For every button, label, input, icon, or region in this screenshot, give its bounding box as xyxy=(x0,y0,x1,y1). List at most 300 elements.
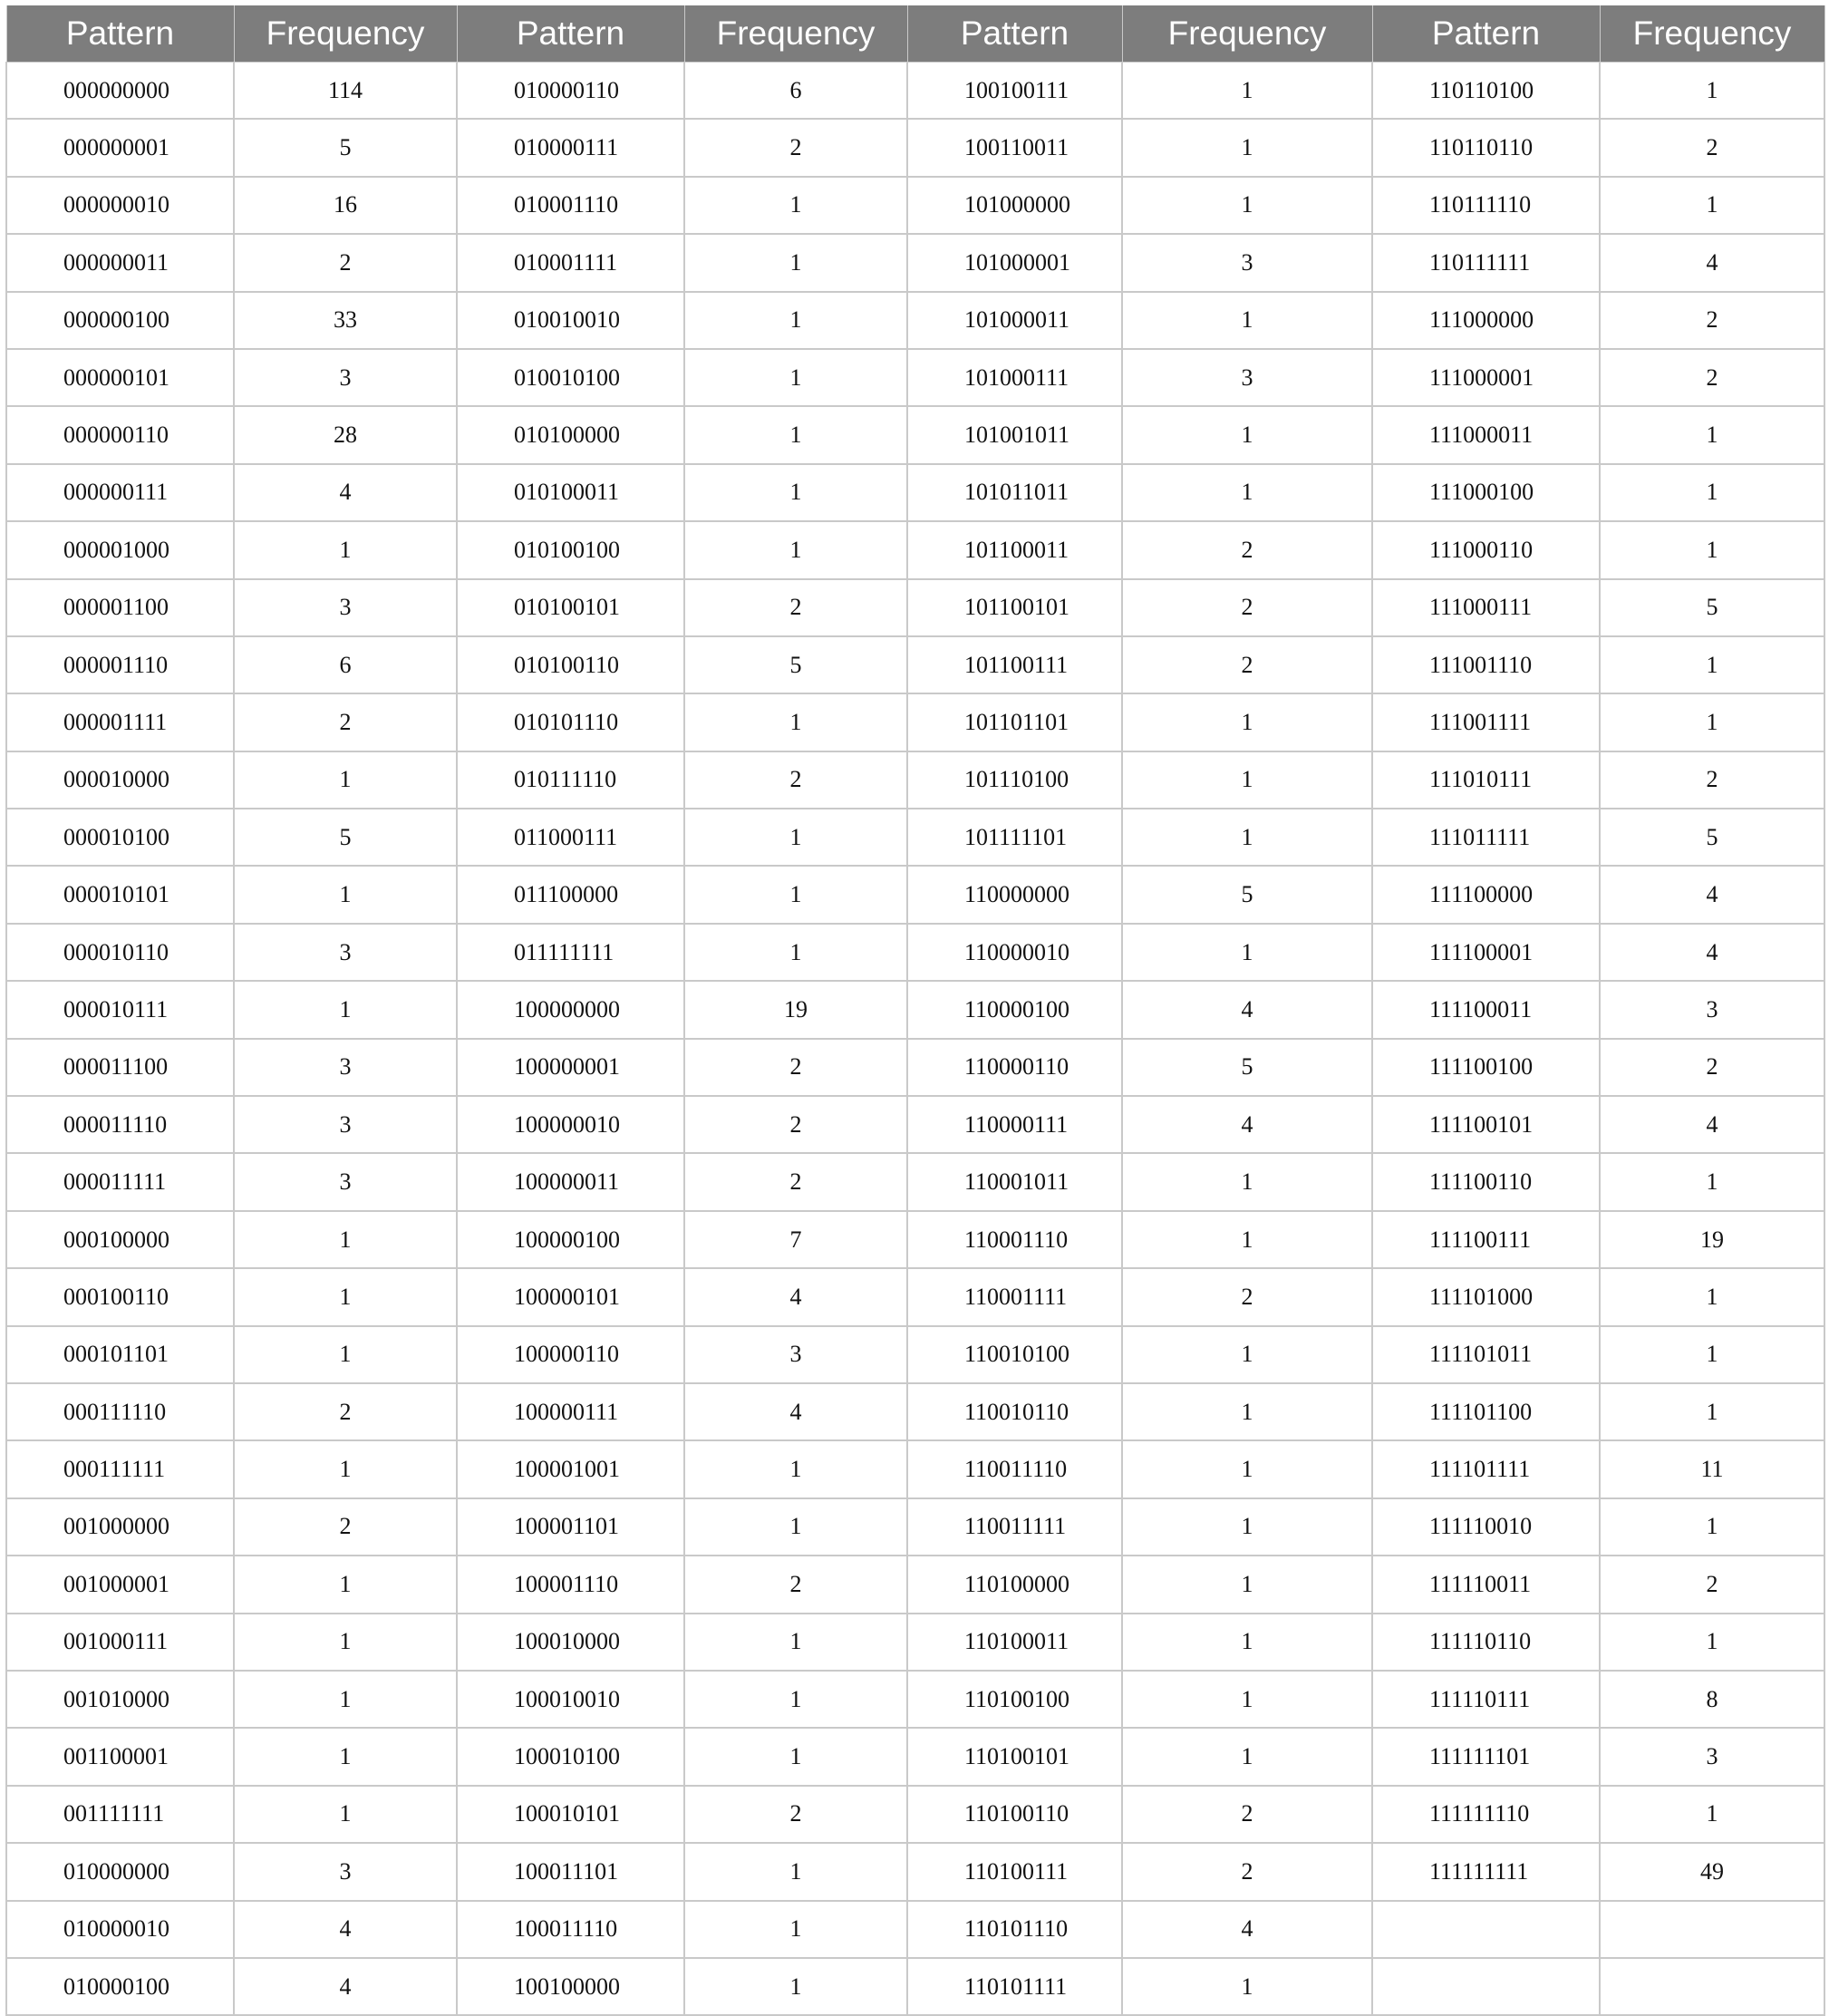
frequency-cell: 1 xyxy=(684,1958,907,2015)
pattern-cell: 101100111 xyxy=(907,636,1122,693)
frequency-cell: 1 xyxy=(1600,177,1824,234)
frequency-cell: 4 xyxy=(234,464,457,521)
frequency-cell: 5 xyxy=(1600,579,1824,636)
column-header-frequency: Frequency xyxy=(1600,5,1824,63)
frequency-cell: 3 xyxy=(234,1843,457,1900)
pattern-cell: 110001111 xyxy=(907,1268,1122,1325)
frequency-cell: 2 xyxy=(684,1786,907,1843)
pattern-cell: 101111101 xyxy=(907,809,1122,866)
frequency-cell: 5 xyxy=(1122,1039,1372,1096)
pattern-cell: 010100011 xyxy=(457,464,684,521)
frequency-cell: 4 xyxy=(1600,866,1824,923)
frequency-cell: 4 xyxy=(684,1383,907,1440)
pattern-cell: 111101100 xyxy=(1372,1383,1600,1440)
frequency-cell: 1 xyxy=(1122,119,1372,176)
pattern-cell: 100011101 xyxy=(457,1843,684,1900)
table-row xyxy=(6,981,1824,1038)
pattern-cell: 100110011 xyxy=(907,119,1122,176)
frequency-cell: 7 xyxy=(684,1211,907,1268)
frequency-cell: 3 xyxy=(1600,1728,1824,1785)
frequency-cell: 3 xyxy=(234,1096,457,1153)
pattern-cell: 111110010 xyxy=(1372,1498,1600,1556)
table-row xyxy=(6,636,1824,693)
pattern-cell: 011000111 xyxy=(457,809,684,866)
frequency-cell: 1 xyxy=(1122,1671,1372,1728)
pattern-cell: 001000000 xyxy=(6,1498,234,1556)
pattern-cell: 110110110 xyxy=(1372,119,1600,176)
frequency-cell: 1 xyxy=(684,1843,907,1900)
table-row xyxy=(6,579,1824,636)
table-row xyxy=(6,234,1824,291)
pattern-cell: 100010100 xyxy=(457,1728,684,1785)
pattern-frequency-table xyxy=(5,5,1825,2016)
frequency-cell: 2 xyxy=(1122,636,1372,693)
pattern-cell: 100001110 xyxy=(457,1556,684,1613)
frequency-cell: 2 xyxy=(1122,1843,1372,1900)
frequency-cell: 1 xyxy=(1122,406,1372,463)
pattern-cell: 000010101 xyxy=(6,866,234,923)
pattern-cell: 100000110 xyxy=(457,1326,684,1383)
frequency-cell: 2 xyxy=(1600,119,1824,176)
pattern-cell: 111111111 xyxy=(1372,1843,1600,1900)
table-row xyxy=(6,1440,1824,1497)
frequency-cell: 4 xyxy=(1122,981,1372,1038)
frequency-cell: 4 xyxy=(234,1901,457,1958)
pattern-cell: 110000110 xyxy=(907,1039,1122,1096)
pattern-cell: 111000011 xyxy=(1372,406,1600,463)
frequency-cell: 2 xyxy=(1600,292,1824,349)
frequency-cell: 4 xyxy=(1122,1901,1372,1958)
pattern-cell: 000001111 xyxy=(6,693,234,751)
frequency-cell: 3 xyxy=(234,924,457,981)
table-row xyxy=(6,521,1824,578)
pattern-cell: 101100101 xyxy=(907,579,1122,636)
pattern-cell: 001010000 xyxy=(6,1671,234,1728)
pattern-cell: 110100000 xyxy=(907,1556,1122,1613)
pattern-cell: 101011011 xyxy=(907,464,1122,521)
pattern-cell: 101000001 xyxy=(907,234,1122,291)
frequency-cell: 1 xyxy=(234,1440,457,1497)
frequency-cell: 1 xyxy=(1600,464,1824,521)
frequency-cell: 1 xyxy=(1122,1440,1372,1497)
pattern-cell: 010010010 xyxy=(457,292,684,349)
frequency-cell: 1 xyxy=(1122,809,1372,866)
pattern-cell: 110000010 xyxy=(907,924,1122,981)
frequency-cell: 1 xyxy=(684,1614,907,1671)
frequency-cell: 1 xyxy=(1600,521,1824,578)
frequency-cell: 4 xyxy=(1600,924,1824,981)
frequency-cell: 1 xyxy=(234,1556,457,1613)
pattern-cell: 101100011 xyxy=(907,521,1122,578)
frequency-cell: 1 xyxy=(234,1268,457,1325)
pattern-cell: 011100000 xyxy=(457,866,684,923)
frequency-cell: 1 xyxy=(1122,177,1372,234)
pattern-cell: 110101111 xyxy=(907,1958,1122,2015)
frequency-cell: 1 xyxy=(1600,693,1824,751)
frequency-cell: 1 xyxy=(684,924,907,981)
frequency-cell: 33 xyxy=(234,292,457,349)
frequency-cell: 1 xyxy=(234,1786,457,1843)
pattern-cell: 110010100 xyxy=(907,1326,1122,1383)
pattern-cell: 110111111 xyxy=(1372,234,1600,291)
pattern-cell: 000010110 xyxy=(6,924,234,981)
frequency-cell: 3 xyxy=(234,1039,457,1096)
table-row xyxy=(6,292,1824,349)
pattern-cell: 000010100 xyxy=(6,809,234,866)
frequency-cell xyxy=(1600,1901,1824,1958)
frequency-cell: 1 xyxy=(684,1671,907,1728)
frequency-cell: 4 xyxy=(1600,234,1824,291)
pattern-cell: 100000101 xyxy=(457,1268,684,1325)
pattern-cell: 100000100 xyxy=(457,1211,684,1268)
frequency-cell: 1 xyxy=(684,406,907,463)
frequency-cell: 2 xyxy=(684,751,907,809)
pattern-cell: 001000111 xyxy=(6,1614,234,1671)
table-row xyxy=(6,349,1824,406)
frequency-cell: 16 xyxy=(234,177,457,234)
frequency-cell: 2 xyxy=(1122,1268,1372,1325)
table-header-row xyxy=(6,5,1824,63)
pattern-frequency-table-wrapper xyxy=(5,5,1824,2016)
pattern-cell: 100100111 xyxy=(907,63,1122,120)
frequency-cell: 1 xyxy=(684,866,907,923)
pattern-cell xyxy=(1372,1901,1600,1958)
table-row xyxy=(6,809,1824,866)
table-row xyxy=(6,406,1824,463)
frequency-cell: 1 xyxy=(1122,1556,1372,1613)
frequency-cell: 5 xyxy=(234,809,457,866)
pattern-cell: 000111111 xyxy=(6,1440,234,1497)
pattern-cell: 111001111 xyxy=(1372,693,1600,751)
pattern-cell: 110100011 xyxy=(907,1614,1122,1671)
frequency-cell: 2 xyxy=(684,1096,907,1153)
table-row xyxy=(6,1843,1824,1900)
frequency-cell: 114 xyxy=(234,63,457,120)
pattern-cell: 110100101 xyxy=(907,1728,1122,1785)
pattern-cell: 100010101 xyxy=(457,1786,684,1843)
pattern-cell: 111100101 xyxy=(1372,1096,1600,1153)
pattern-cell: 111100011 xyxy=(1372,981,1600,1038)
frequency-cell: 1 xyxy=(1600,1614,1824,1671)
frequency-cell: 1 xyxy=(1122,693,1372,751)
pattern-cell: 010000000 xyxy=(6,1843,234,1900)
frequency-cell: 1 xyxy=(1122,1211,1372,1268)
column-header-pattern: Pattern xyxy=(907,5,1122,63)
frequency-cell: 1 xyxy=(684,234,907,291)
frequency-cell: 2 xyxy=(234,1498,457,1556)
table-row xyxy=(6,1556,1824,1613)
table-row xyxy=(6,1326,1824,1383)
table-row xyxy=(6,464,1824,521)
frequency-cell: 3 xyxy=(1122,349,1372,406)
frequency-cell: 1 xyxy=(234,1211,457,1268)
frequency-cell: 2 xyxy=(1600,751,1824,809)
frequency-cell: 5 xyxy=(234,119,457,176)
table-row xyxy=(6,924,1824,981)
pattern-cell: 000000001 xyxy=(6,119,234,176)
pattern-cell: 111110111 xyxy=(1372,1671,1600,1728)
frequency-cell: 1 xyxy=(684,1728,907,1785)
pattern-cell: 111110110 xyxy=(1372,1614,1600,1671)
table-body xyxy=(6,63,1824,2016)
pattern-cell: 010001110 xyxy=(457,177,684,234)
pattern-cell: 111101111 xyxy=(1372,1440,1600,1497)
frequency-cell: 1 xyxy=(234,1614,457,1671)
pattern-cell: 110001110 xyxy=(907,1211,1122,1268)
pattern-cell: 100000010 xyxy=(457,1096,684,1153)
frequency-cell: 1 xyxy=(684,809,907,866)
frequency-cell: 2 xyxy=(1600,1039,1824,1096)
table-row xyxy=(6,1498,1824,1556)
frequency-cell: 1 xyxy=(684,521,907,578)
frequency-cell: 5 xyxy=(1600,809,1824,866)
pattern-cell: 010100110 xyxy=(457,636,684,693)
frequency-cell: 6 xyxy=(684,63,907,120)
pattern-cell: 111100111 xyxy=(1372,1211,1600,1268)
table-row xyxy=(6,1153,1824,1210)
table-row xyxy=(6,1211,1824,1268)
frequency-cell: 2 xyxy=(1600,1556,1824,1613)
pattern-cell: 010101110 xyxy=(457,693,684,751)
frequency-cell: 1 xyxy=(234,751,457,809)
frequency-cell: 1 xyxy=(684,1498,907,1556)
pattern-cell: 001100001 xyxy=(6,1728,234,1785)
pattern-cell: 110011110 xyxy=(907,1440,1122,1497)
pattern-cell: 010001111 xyxy=(457,234,684,291)
frequency-cell: 3 xyxy=(684,1326,907,1383)
pattern-cell: 111100100 xyxy=(1372,1039,1600,1096)
frequency-cell: 1 xyxy=(234,1671,457,1728)
pattern-cell: 111100110 xyxy=(1372,1153,1600,1210)
pattern-cell: 100010010 xyxy=(457,1671,684,1728)
frequency-cell: 1 xyxy=(1600,63,1824,120)
pattern-cell: 101000000 xyxy=(907,177,1122,234)
frequency-cell: 1 xyxy=(1122,1728,1372,1785)
pattern-cell: 000000000 xyxy=(6,63,234,120)
frequency-cell: 1 xyxy=(684,464,907,521)
pattern-cell: 111100000 xyxy=(1372,866,1600,923)
frequency-cell: 3 xyxy=(1600,981,1824,1038)
pattern-cell: 110001011 xyxy=(907,1153,1122,1210)
frequency-cell: 1 xyxy=(1122,1958,1372,2015)
pattern-cell: 001111111 xyxy=(6,1786,234,1843)
frequency-cell: 2 xyxy=(1600,349,1824,406)
frequency-cell: 19 xyxy=(1600,1211,1824,1268)
frequency-cell: 1 xyxy=(1122,1153,1372,1210)
pattern-cell: 110100110 xyxy=(907,1786,1122,1843)
pattern-cell: 111110011 xyxy=(1372,1556,1600,1613)
frequency-cell: 1 xyxy=(1122,1498,1372,1556)
pattern-cell: 101000011 xyxy=(907,292,1122,349)
pattern-cell: 000111110 xyxy=(6,1383,234,1440)
pattern-cell: 000010111 xyxy=(6,981,234,1038)
frequency-cell: 11 xyxy=(1600,1440,1824,1497)
frequency-cell: 1 xyxy=(1122,292,1372,349)
frequency-cell: 2 xyxy=(684,579,907,636)
frequency-cell: 2 xyxy=(684,119,907,176)
frequency-cell: 1 xyxy=(684,177,907,234)
frequency-cell: 49 xyxy=(1600,1843,1824,1900)
pattern-cell: 110110100 xyxy=(1372,63,1600,120)
column-header-frequency: Frequency xyxy=(234,5,457,63)
table-row xyxy=(6,119,1824,176)
frequency-cell: 28 xyxy=(234,406,457,463)
frequency-cell: 3 xyxy=(234,349,457,406)
table-row xyxy=(6,1383,1824,1440)
frequency-cell: 1 xyxy=(1600,1383,1824,1440)
pattern-cell: 000000111 xyxy=(6,464,234,521)
pattern-cell: 110100111 xyxy=(907,1843,1122,1900)
pattern-cell: 111100001 xyxy=(1372,924,1600,981)
frequency-cell: 8 xyxy=(1600,1671,1824,1728)
frequency-cell: 19 xyxy=(684,981,907,1038)
frequency-cell: 4 xyxy=(1122,1096,1372,1153)
column-header-pattern: Pattern xyxy=(457,5,684,63)
pattern-cell: 111111101 xyxy=(1372,1728,1600,1785)
pattern-cell: 010000110 xyxy=(457,63,684,120)
pattern-cell: 100100000 xyxy=(457,1958,684,2015)
frequency-cell: 1 xyxy=(234,1326,457,1383)
pattern-cell: 000011111 xyxy=(6,1153,234,1210)
pattern-cell: 111010111 xyxy=(1372,751,1600,809)
pattern-cell: 000000011 xyxy=(6,234,234,291)
pattern-cell: 000000101 xyxy=(6,349,234,406)
frequency-cell: 1 xyxy=(1122,751,1372,809)
pattern-cell: 000100000 xyxy=(6,1211,234,1268)
table-row xyxy=(6,63,1824,120)
table-row xyxy=(6,693,1824,751)
pattern-cell: 110010110 xyxy=(907,1383,1122,1440)
pattern-cell: 010000100 xyxy=(6,1958,234,2015)
pattern-cell: 111000110 xyxy=(1372,521,1600,578)
pattern-cell: 111011111 xyxy=(1372,809,1600,866)
frequency-cell: 1 xyxy=(1600,1268,1824,1325)
frequency-cell: 4 xyxy=(684,1268,907,1325)
pattern-cell: 000001000 xyxy=(6,521,234,578)
frequency-cell: 1 xyxy=(1600,406,1824,463)
table-row xyxy=(6,1728,1824,1785)
frequency-cell: 1 xyxy=(1122,1614,1372,1671)
pattern-cell: 000011100 xyxy=(6,1039,234,1096)
pattern-cell: 000000100 xyxy=(6,292,234,349)
pattern-cell: 111111110 xyxy=(1372,1786,1600,1843)
pattern-cell: 001000001 xyxy=(6,1556,234,1613)
frequency-cell: 1 xyxy=(234,866,457,923)
table-row xyxy=(6,1671,1824,1728)
frequency-cell: 1 xyxy=(684,1901,907,1958)
frequency-cell: 1 xyxy=(1600,636,1824,693)
frequency-cell: 1 xyxy=(684,1440,907,1497)
table-row xyxy=(6,1786,1824,1843)
pattern-cell: 010000010 xyxy=(6,1901,234,1958)
pattern-cell: 010100100 xyxy=(457,521,684,578)
pattern-cell: 101101101 xyxy=(907,693,1122,751)
pattern-cell: 101001011 xyxy=(907,406,1122,463)
pattern-cell: 111000100 xyxy=(1372,464,1600,521)
pattern-cell: 110000111 xyxy=(907,1096,1122,1153)
pattern-cell: 110011111 xyxy=(907,1498,1122,1556)
frequency-cell: 1 xyxy=(684,292,907,349)
table-row xyxy=(6,1614,1824,1671)
table-row xyxy=(6,866,1824,923)
pattern-cell: 111001110 xyxy=(1372,636,1600,693)
frequency-cell: 2 xyxy=(684,1039,907,1096)
pattern-cell: 000101101 xyxy=(6,1326,234,1383)
frequency-cell: 1 xyxy=(1600,1153,1824,1210)
pattern-cell: 110000000 xyxy=(907,866,1122,923)
pattern-cell: 110100100 xyxy=(907,1671,1122,1728)
frequency-cell: 5 xyxy=(684,636,907,693)
frequency-cell: 1 xyxy=(1600,1498,1824,1556)
pattern-cell: 111101011 xyxy=(1372,1326,1600,1383)
pattern-cell: 100000000 xyxy=(457,981,684,1038)
frequency-cell: 2 xyxy=(684,1556,907,1613)
pattern-cell: 110101110 xyxy=(907,1901,1122,1958)
pattern-cell: 010000111 xyxy=(457,119,684,176)
frequency-cell: 2 xyxy=(234,234,457,291)
frequency-cell: 1 xyxy=(1600,1786,1824,1843)
frequency-cell: 4 xyxy=(234,1958,457,2015)
table-row xyxy=(6,177,1824,234)
pattern-cell: 100000111 xyxy=(457,1383,684,1440)
pattern-cell: 100010000 xyxy=(457,1614,684,1671)
frequency-cell: 1 xyxy=(1122,924,1372,981)
frequency-cell: 4 xyxy=(1600,1096,1824,1153)
frequency-cell: 2 xyxy=(684,1153,907,1210)
pattern-cell: 100000011 xyxy=(457,1153,684,1210)
frequency-cell: 2 xyxy=(1122,521,1372,578)
frequency-cell: 1 xyxy=(1122,63,1372,120)
column-header-frequency: Frequency xyxy=(684,5,907,63)
pattern-cell: 000010000 xyxy=(6,751,234,809)
pattern-cell: 010111110 xyxy=(457,751,684,809)
pattern-cell: 100011110 xyxy=(457,1901,684,1958)
pattern-cell: 100001101 xyxy=(457,1498,684,1556)
pattern-cell: 000001110 xyxy=(6,636,234,693)
frequency-cell: 1 xyxy=(684,693,907,751)
pattern-cell: 111000001 xyxy=(1372,349,1600,406)
pattern-cell: 110000100 xyxy=(907,981,1122,1038)
pattern-cell: 101000111 xyxy=(907,349,1122,406)
frequency-cell: 2 xyxy=(234,693,457,751)
pattern-cell: 000011110 xyxy=(6,1096,234,1153)
table-row xyxy=(6,1268,1824,1325)
pattern-cell: 100001001 xyxy=(457,1440,684,1497)
frequency-cell: 1 xyxy=(1122,1326,1372,1383)
pattern-cell: 101110100 xyxy=(907,751,1122,809)
frequency-cell: 3 xyxy=(234,1153,457,1210)
pattern-cell: 010100000 xyxy=(457,406,684,463)
pattern-cell: 111000111 xyxy=(1372,579,1600,636)
column-header-pattern: Pattern xyxy=(1372,5,1600,63)
table-row xyxy=(6,1096,1824,1153)
column-header-pattern: Pattern xyxy=(6,5,234,63)
frequency-cell: 1 xyxy=(1600,1326,1824,1383)
frequency-cell: 6 xyxy=(234,636,457,693)
frequency-cell: 3 xyxy=(234,579,457,636)
pattern-cell: 000000110 xyxy=(6,406,234,463)
frequency-cell: 2 xyxy=(1122,579,1372,636)
pattern-cell: 010010100 xyxy=(457,349,684,406)
pattern-cell: 000000010 xyxy=(6,177,234,234)
column-header-frequency: Frequency xyxy=(1122,5,1372,63)
pattern-cell: 111101000 xyxy=(1372,1268,1600,1325)
table-row xyxy=(6,751,1824,809)
pattern-cell: 011111111 xyxy=(457,924,684,981)
frequency-cell: 1 xyxy=(234,521,457,578)
table-row xyxy=(6,1901,1824,1958)
table-row xyxy=(6,1039,1824,1096)
